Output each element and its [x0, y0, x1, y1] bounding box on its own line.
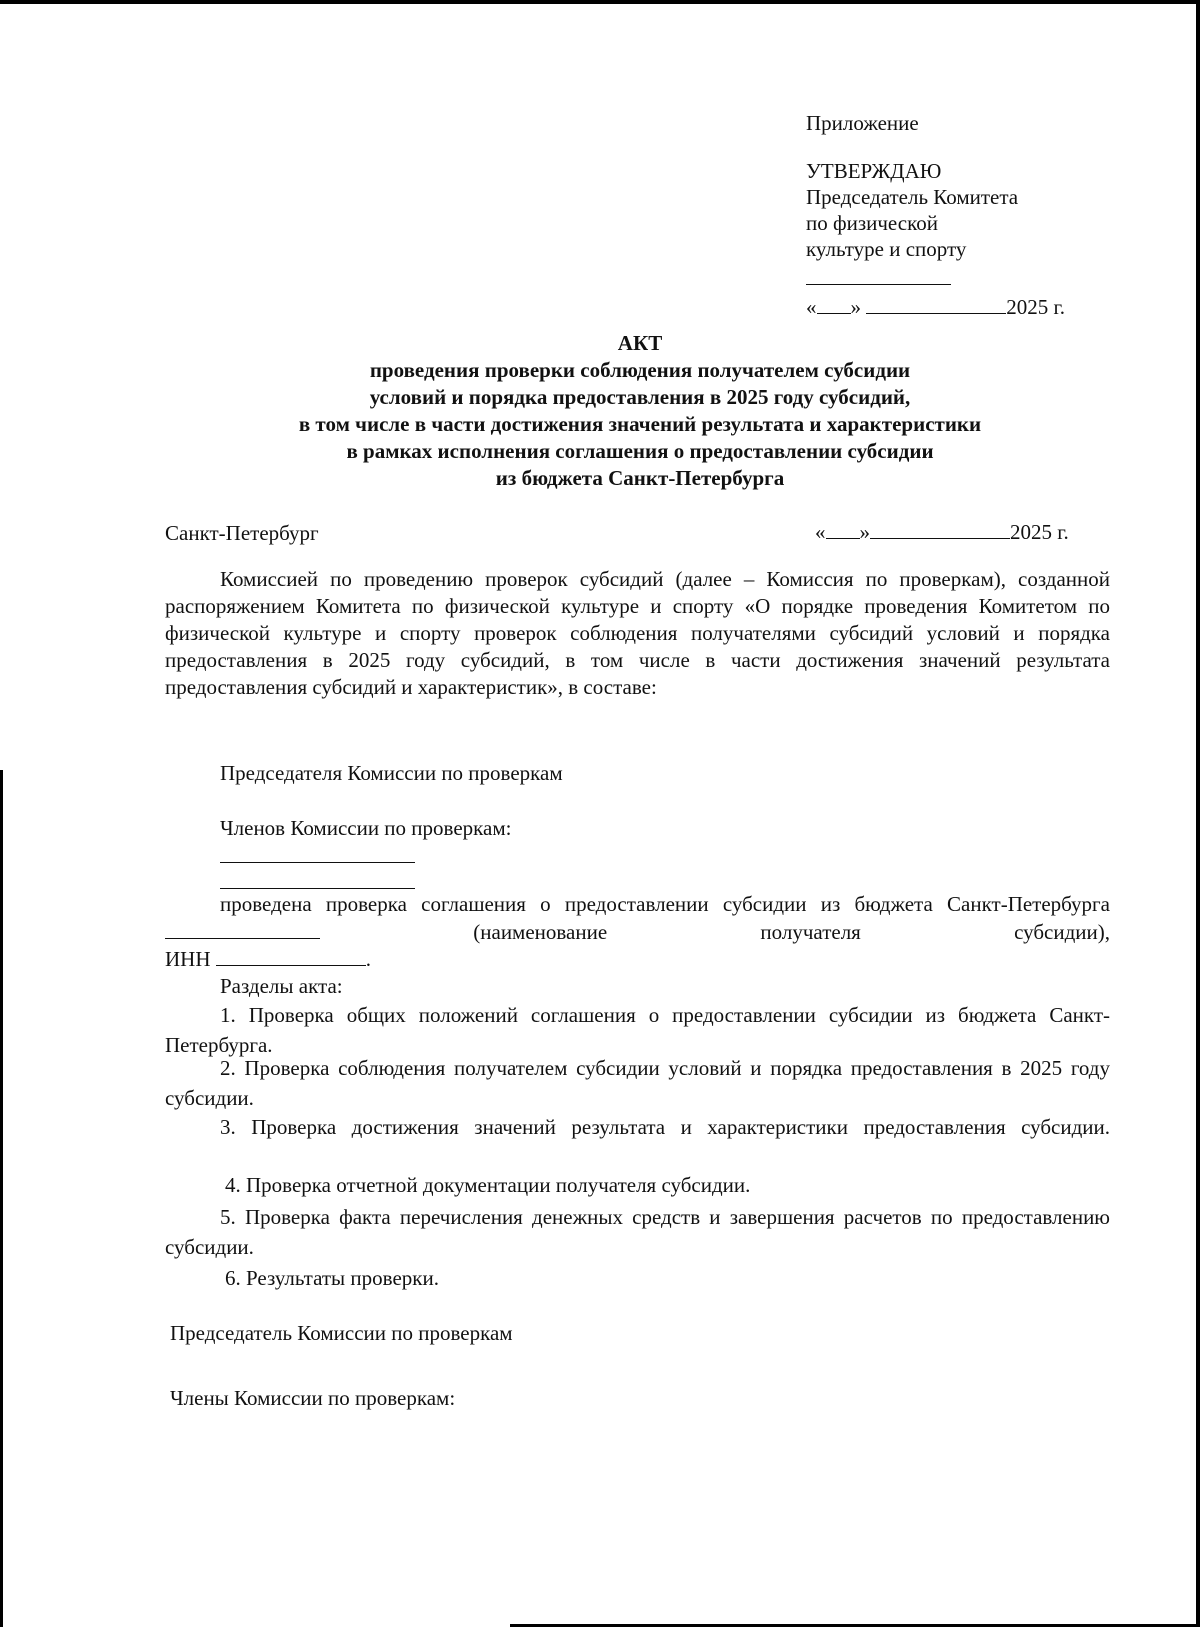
member-blank-line-1: [220, 862, 415, 863]
approval-date-close-quote: »: [850, 294, 861, 319]
check-text-part2: (наименование получателя субсидии),: [473, 919, 1111, 944]
recipient-name-blank: [165, 918, 320, 939]
act-day-blank: [826, 518, 860, 539]
approve-label: УТВЕРЖДАЮ: [806, 159, 942, 183]
act-year: 2025 г.: [1010, 519, 1069, 544]
approval-date-open-quote: «: [806, 294, 817, 319]
chairman-label: Председателя Комиссии по проверкам: [220, 761, 563, 785]
approval-date: [806, 293, 1065, 320]
section-item-2: 2. Проверка соблюдения получателем субсидии условий и порядка предоставления в 2025 году субсидии.: [165, 1056, 1110, 1110]
title-line-2: проведения проверки соблюдения получателем субсидии: [369, 358, 911, 382]
check-text-part1: проведена проверка соглашения о предоставлении субсидии из бюджета Санкт-Петербурга: [220, 892, 1110, 916]
inn-blank: [216, 945, 366, 966]
appendix-label: Приложение: [806, 111, 919, 135]
approval-month-blank: [866, 293, 1006, 314]
act-date: [815, 518, 1069, 546]
document-title: [160, 330, 1120, 492]
sections-heading: Разделы акта:: [220, 974, 343, 998]
act-month-blank: [870, 518, 1010, 539]
members-label: Членов Комиссии по проверкам:: [220, 816, 512, 840]
title-line-5: в рамках исполнения соглашения о предоставлении субсидии: [346, 439, 934, 463]
section-item-3: 3. Проверка достижения значений результата и характеристики предоставления субсидии.: [220, 1115, 1110, 1139]
inn-end: .: [365, 946, 371, 971]
section-item-1: 1. Проверка общих положений соглашения о предоставлении субсидии из бюджета Санкт-Петербурга.: [165, 1003, 1110, 1057]
title-line-4: в том числе в части достижения значений результата и характеристики: [298, 412, 982, 436]
scan-border-left: [0, 770, 3, 1627]
signature-chairman: Председатель Комиссии по проверкам: [170, 1321, 513, 1345]
title-line-3: условий и порядка предоставления в 2025 году субсидий,: [369, 385, 911, 409]
approver-position-line2: по физической: [806, 211, 938, 235]
approval-year: 2025 г.: [1006, 294, 1065, 319]
approval-block: [806, 110, 1065, 320]
place-city: Санкт-Петербург: [165, 521, 319, 545]
check-paragraph: [165, 891, 1110, 946]
approver-position-line3: культуре и спорту: [806, 237, 967, 261]
scan-border-right: [1196, 0, 1200, 1627]
section-item-4: 4. Проверка отчетной документации получателя субсидии.: [225, 1173, 751, 1197]
title-line-6: из бюджета Санкт-Петербурга: [495, 466, 785, 490]
inn-line: [165, 945, 371, 973]
section-item-6: 6. Результаты проверки.: [225, 1266, 439, 1290]
signature-members: Члены Комиссии по проверкам:: [170, 1386, 456, 1410]
scan-border-top: [0, 0, 1200, 4]
approver-signature-line: [806, 284, 951, 285]
intro-paragraph: Комиссией по проведению проверок субсидий (далее – Комиссия по проверкам), созданной распоряжением Комитета по физической культуре и спорту «О порядке проведения Комитетом по физической культуре и спорту проверок соблюдения получателями субсидий условий и порядка предоставления в 2025 году субсидий, в том числе в части достижения значений результата предоставления субсидий и характеристик», в составе:: [165, 567, 1110, 699]
title-line-1: АКТ: [617, 331, 663, 355]
approval-day-blank: [817, 293, 851, 314]
act-date-close-quote: »: [859, 519, 870, 544]
inn-label: ИНН: [165, 946, 211, 971]
act-date-open-quote: «: [815, 519, 826, 544]
section-item-5: 5. Проверка факта перечисления денежных средств и завершения расчетов по предоставлению субсидии.: [165, 1205, 1110, 1259]
approver-position-line1: Председатель Комитета: [806, 185, 1019, 209]
member-blank-line-2: [220, 888, 415, 889]
